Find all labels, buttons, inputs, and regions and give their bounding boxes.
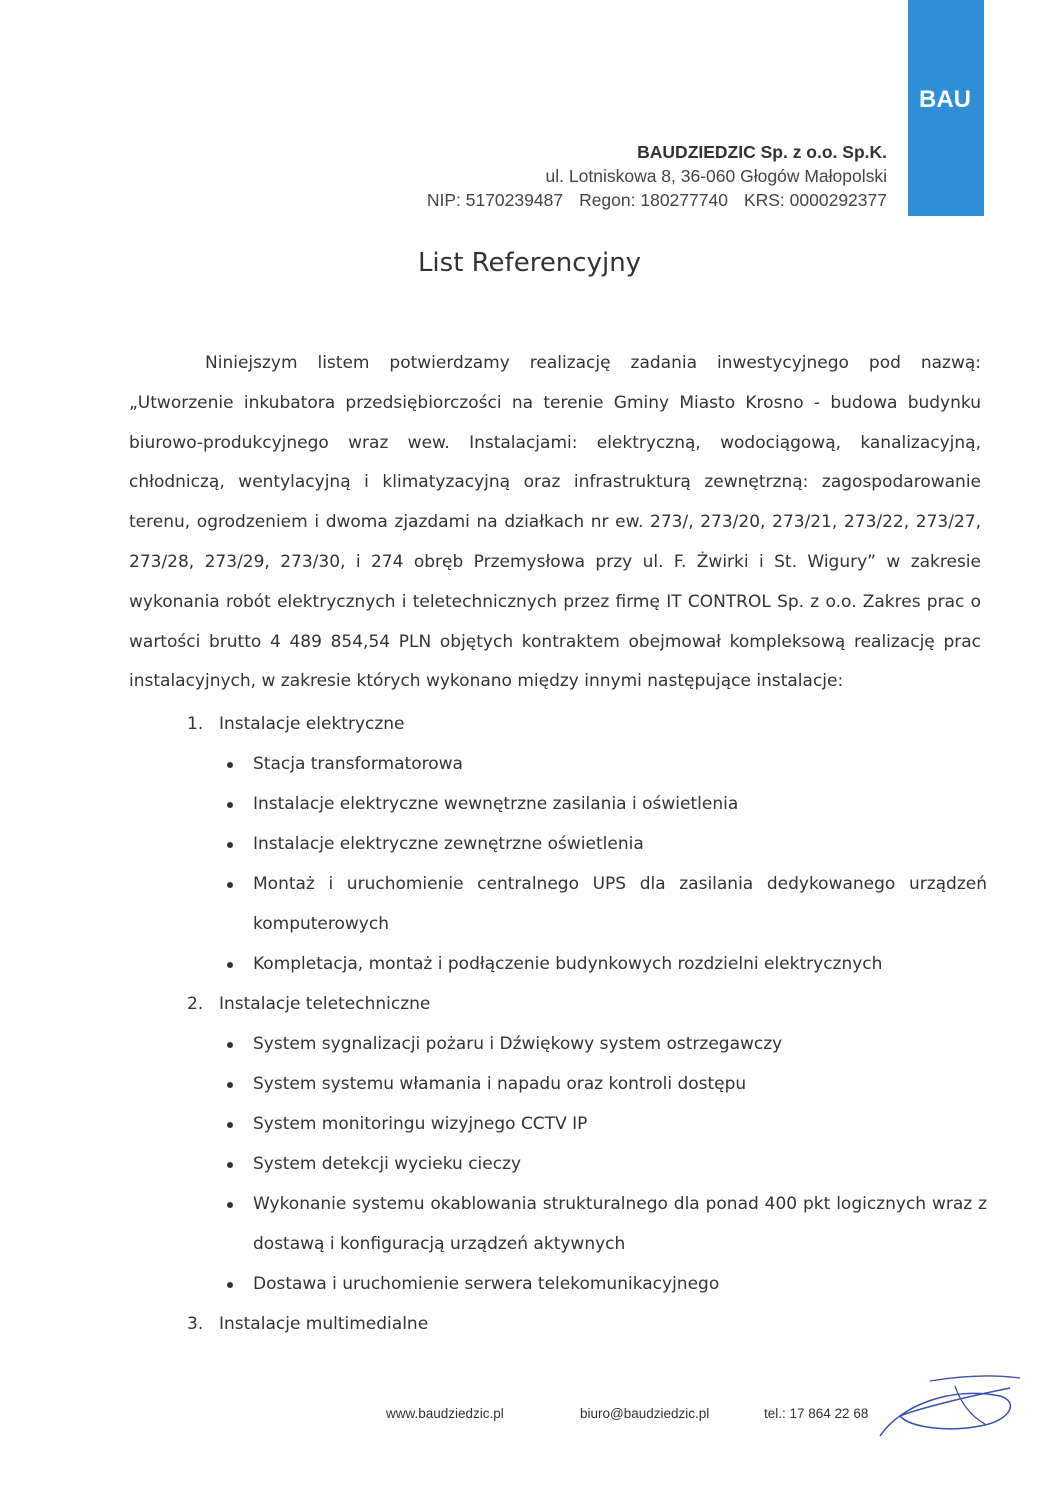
section-heading [187,704,987,744]
intro-paragraph: Niniejszym listem potwierdzamy realizację zadania inwestycyjnego pod nazwą: „Utworzenie inkubatora przedsiębiorczości na terenie Gminy Miasto Krosno - budowa budynku biurowo-produkcyjnego wraz wew. Instalacjami: elektryczną, wodociągową, kanalizacyjną, chłodniczą, wentylacyjną i klimatyzacyjną oraz infrastrukturą zewnętrzną: zagospodarowanie terenu, ogrodzeniem i dwoma zjazdami na działkach nr ew. 273/, 273/20, 273/21, 273/22, 273/27, 273/28, 273/29, 273/30, i 274 obręb Przemysłowa przy ul. F. Żwirki i St. Wigury” w zakresie wykonania robót elektrycznych i teletechnicznych przez firmę IT CONTROL Sp. z o.o. Zakres prac o wartości brutto 4 489 854,54 PLN objętych kontraktem obejmował kompleksową realizację prac instalacyjnych, w zakresie których wykonano między innymi następujące instalacje: [129,353,981,692]
regon-number: Regon: 180277740 [579,190,728,210]
bullet-list [187,1024,987,1304]
list-item: System systemu włamania i napadu oraz kontroli dostępu [227,1064,987,1104]
list-item: Instalacje elektryczne wewnętrzne zasilania i oświetlenia [227,784,987,824]
company-ids [427,188,887,212]
list-item: Kompletacja, montaż i podłączenie budynkowych rozdzielni elektrycznych [227,944,987,984]
list-item: Stacja transformatorowa [227,744,987,784]
footer-website: www.baudziedzic.pl [386,1406,504,1421]
signature-icon [860,1366,1030,1456]
nip-number: NIP: 5170239487 [426,190,564,210]
list-item: System monitoringu wizyjnego CCTV IP [227,1104,987,1144]
list-item: Instalacje elektryczne zewnętrzne oświetlenia [227,824,987,864]
list-item: Wykonanie systemu okablowania strukturalnego dla ponad 400 pkt logicznych wraz z dostawą i konfiguracją urządzeń aktywnych [227,1184,987,1264]
installations-list [187,704,987,1344]
list-item: System detekcji wycieku cieczy [227,1144,987,1184]
section-heading [187,984,987,1024]
company-name: BAUDZIEDZIC Sp. z o.o. Sp.K. [637,142,887,162]
company-address: ul. Lotniskowa 8, 36-060 Głogów Małopolski [545,166,887,186]
krs-number: KRS: 0000292377 [743,190,887,210]
list-item: System sygnalizacji pożaru i Dźwiękowy system ostrzegawczy [227,1024,987,1064]
letterhead [427,140,887,212]
section-3 [187,1304,987,1344]
section-1 [187,704,987,984]
section-number: 1. [187,714,204,734]
footer-phone: tel.: 17 864 22 68 [764,1406,869,1421]
list-item: Montaż i uruchomienie centralnego UPS dla zasilania dedykowanego urządzeń komputerowych [227,864,987,944]
registered-mark: ® [975,80,982,90]
bullet-list [187,744,987,984]
section-number: 3. [187,1314,204,1334]
section-number: 2. [187,994,204,1014]
section-title: Instalacje teletechniczne [219,994,431,1014]
section-2 [187,984,987,1304]
section-title: Instalacje multimedialne [219,1314,429,1334]
section-title: Instalacje elektryczne [219,714,405,734]
company-logo: BAU [919,86,971,113]
footer-email: biuro@baudziedzic.pl [580,1406,710,1421]
list-item: Dostawa i uruchomienie serwera telekomunikacyjnego [227,1264,987,1304]
section-heading [187,1304,987,1344]
document-title: List Referencyjny [417,248,642,278]
